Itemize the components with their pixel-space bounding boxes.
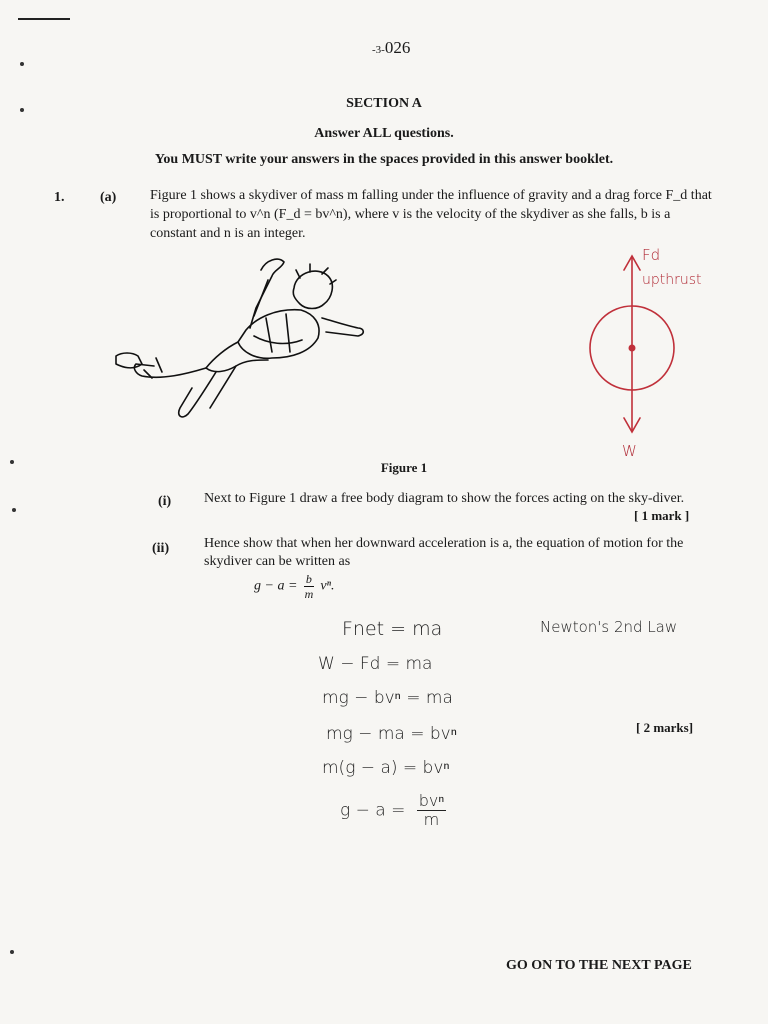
- section-title: SECTION A: [346, 96, 422, 111]
- margin-speck: [10, 950, 14, 954]
- centre-point: [629, 345, 636, 352]
- figure-caption: Figure 1: [380, 460, 428, 475]
- top-rule: [18, 18, 70, 20]
- page-number: [372, 38, 410, 58]
- formula-denominator: m: [304, 587, 314, 601]
- fbd-label-drag: Fd: [642, 246, 661, 264]
- working-line-3: mg − bvⁿ = ma: [322, 688, 453, 708]
- next-page-footer: GO ON TO THE NEXT PAGE: [506, 958, 692, 973]
- margin-speck: [20, 62, 24, 66]
- formula-fraction: [304, 572, 314, 601]
- working-line-6-lhs: g − a =: [340, 800, 406, 821]
- working-line-5: m(g − a) = bvⁿ: [322, 758, 450, 778]
- question-number: 1.: [54, 190, 65, 205]
- working-line-6-fraction: [417, 792, 446, 829]
- subquestion-ii-label: (ii): [152, 541, 170, 556]
- working-note-newton: Newton's 2nd Law: [540, 618, 678, 636]
- working-line-6: [340, 792, 449, 829]
- skydiver-illustration: [96, 248, 396, 438]
- margin-speck: [10, 460, 14, 464]
- working-line-2: W − Fd = ma: [318, 654, 433, 674]
- question-text: Figure 1 shows a skydiver of mass m falling under the influence of gravity and a drag force F_d that is proportional to v^n (F_d = bv^n), where v is the velocity of the skydiver as she falls, b is a constant and n is an integer.: [150, 188, 712, 241]
- working-line-6-den: m: [423, 810, 440, 829]
- subquestion-ii-marks: [ 2 marks]: [636, 720, 694, 735]
- margin-speck: [12, 508, 16, 512]
- subquestion-ii-text: Hence show that when her downward acceleration is a, the equation of motion for the skydiver can be written as: [204, 536, 684, 569]
- page-number-prefix: -3-: [372, 44, 385, 56]
- must-write-instruction: You MUST write your answers in the spaces provided in this answer booklet.: [154, 152, 614, 167]
- formula-numerator: b: [305, 572, 312, 586]
- fbd-label-upthrust: upthrust: [642, 272, 702, 288]
- equation-of-motion: [254, 572, 335, 601]
- subquestion-i-text: Next to Figure 1 draw a free body diagram to show the forces acting on the sky-diver.: [204, 491, 685, 506]
- answer-all-instruction: Answer ALL questions.: [314, 126, 454, 141]
- formula-lhs: g − a =: [254, 578, 298, 594]
- question-part: (a): [100, 190, 117, 205]
- fbd-label-weight: W: [622, 442, 637, 460]
- working-line-4: mg − ma = bvⁿ: [326, 724, 457, 744]
- subquestion-i-label: (i): [158, 494, 172, 509]
- page-number-code: 026: [384, 38, 411, 57]
- working-line-1: Fnet = ma: [342, 618, 443, 640]
- subquestion-i-marks: [ 1 mark ]: [634, 508, 690, 523]
- formula-rhs: vⁿ.: [320, 578, 335, 594]
- working-line-6-num: bvⁿ: [418, 791, 445, 810]
- margin-speck: [20, 108, 24, 112]
